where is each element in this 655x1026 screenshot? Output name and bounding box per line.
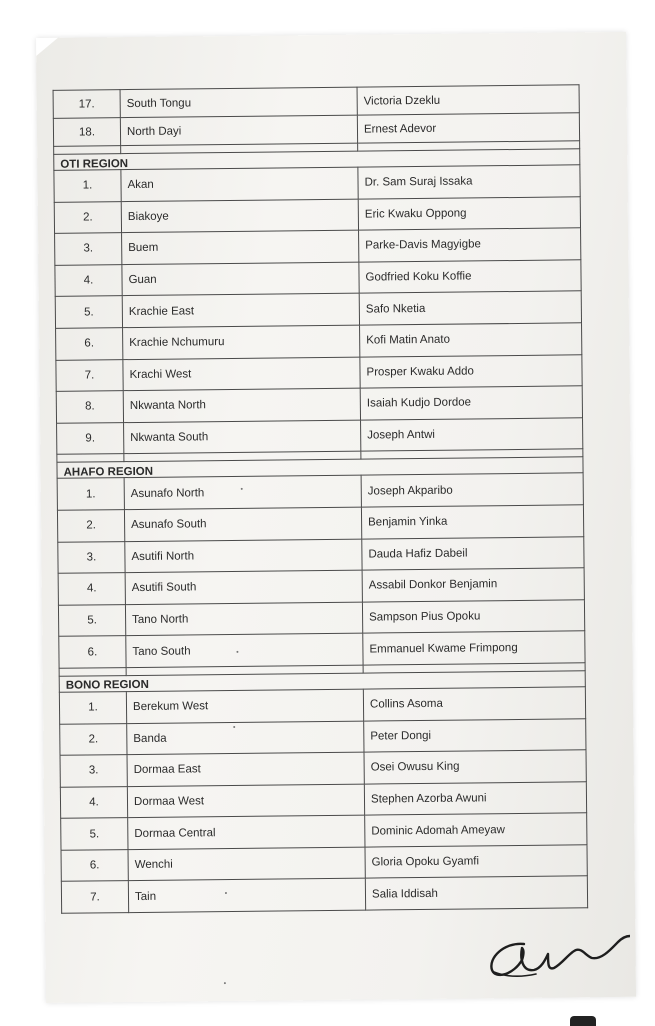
name-cell: Joseph Akparibo (361, 473, 583, 507)
constituency-cell: Krachie East (122, 294, 359, 328)
constituency-cell: Biakoye (121, 199, 358, 233)
row-number: 3. (58, 541, 125, 573)
speck (225, 892, 227, 894)
name-cell: Osei Owusu King (364, 750, 586, 784)
row-number: 2. (57, 510, 124, 542)
constituency-cell: Tain (128, 879, 365, 913)
row-number: 3. (55, 233, 122, 265)
constituency-cell: Berekum West (126, 689, 363, 723)
row-number: 1. (54, 170, 121, 202)
row-number: 2. (60, 723, 127, 755)
constituency-cell: Nkwanta South (124, 420, 361, 454)
name-cell: Safo Nketia (359, 291, 581, 325)
row-number: 4. (58, 573, 125, 605)
constituency-cell: Asutifi South (125, 570, 362, 604)
constituency-cell: Tano South (126, 633, 363, 667)
constituency-cell: Dormaa East (127, 752, 364, 786)
constituency-cell: Wenchi (128, 847, 365, 881)
name-cell: Sampson Pius Opoku (362, 600, 584, 634)
region-title: OTI REGION (60, 157, 129, 171)
constituency-cell: Akan (121, 167, 358, 201)
row-number: 4. (60, 786, 127, 818)
constituency-cell: Dormaa Central (128, 815, 365, 849)
name-cell: Assabil Donkor Benjamin (362, 568, 584, 602)
name-cell: Kofi Matin Anato (360, 323, 582, 357)
name-cell: Eric Kwaku Oppong (358, 196, 580, 230)
name-cell: Collins Asoma (363, 687, 585, 721)
region-title: AHAFO REGION (63, 465, 154, 479)
constituency-cell: Guan (122, 262, 359, 296)
constituency-cell: Krachi West (123, 357, 360, 391)
name-cell: Godfried Koku Koffie (359, 260, 581, 294)
constituency-cell: Dormaa West (127, 784, 364, 818)
name-cell: Isaiah Kudjo Dordoe (360, 386, 582, 420)
constituency-cell: Asunafo North (124, 475, 361, 509)
name-cell: Ernest Adevor (357, 113, 579, 143)
row-number: 6. (61, 849, 128, 881)
row-number: 9. (57, 422, 124, 454)
constituency-cell: Krachie Nchumuru (123, 325, 360, 359)
row-number: 4. (55, 264, 122, 296)
row-number: 5. (61, 818, 128, 850)
speck (236, 651, 238, 653)
constituency-cell: Asutifi North (125, 539, 362, 573)
row-number: 6. (59, 636, 126, 668)
speck (233, 726, 235, 728)
constituency-cell: Banda (127, 721, 364, 755)
corner-mark-icon (570, 1016, 596, 1026)
name-cell: Emmanuel Kwame Frimpong (363, 631, 585, 665)
row-number: 17. (53, 90, 120, 119)
speck (224, 982, 226, 984)
name-cell: Victoria Dzeklu (357, 85, 579, 115)
row-number: 6. (56, 328, 123, 360)
folded-corner (36, 38, 58, 56)
row-number: 7. (56, 359, 123, 391)
name-cell: Dauda Hafiz Dabeil (362, 536, 584, 570)
row-number: 18. (53, 118, 120, 147)
constituency-cell: Buem (122, 230, 359, 264)
row-number: 5. (55, 296, 122, 328)
region-title: BONO REGION (65, 679, 149, 693)
name-cell: Benjamin Yinka (361, 505, 583, 539)
speck (241, 488, 243, 490)
table-row (61, 876, 587, 913)
row-number: 5. (58, 604, 125, 636)
constituency-cell: Asunafo South (124, 507, 361, 541)
signature-icon (484, 924, 630, 986)
document-page (36, 32, 636, 1003)
name-cell: Salia Iddisah (365, 876, 587, 910)
table-body (53, 85, 588, 914)
name-cell: Gloria Opoku Gyamfi (365, 845, 587, 879)
row-number: 1. (59, 691, 126, 723)
constituency-cell: South Tongu (120, 87, 357, 117)
name-cell: Prosper Kwaku Addo (360, 354, 582, 388)
row-number: 1. (57, 478, 124, 510)
name-cell: Dominic Adomah Ameyaw (365, 813, 587, 847)
row-number: 3. (60, 755, 127, 787)
row-number: 8. (56, 391, 123, 423)
name-cell: Peter Dongi (364, 718, 586, 752)
name-cell: Stephen Azorba Awuni (364, 781, 586, 815)
name-cell: Joseph Antwi (361, 418, 583, 452)
row-number: 2. (54, 201, 121, 233)
appointees-table (53, 84, 589, 914)
constituency-cell: Nkwanta North (123, 388, 360, 422)
name-cell: Dr. Sam Suraj Issaka (358, 165, 580, 199)
constituency-cell: North Dayi (120, 115, 357, 145)
name-cell: Parke-Davis Magyigbe (359, 228, 581, 262)
row-number: 7. (61, 881, 128, 913)
constituency-cell: Tano North (125, 602, 362, 636)
